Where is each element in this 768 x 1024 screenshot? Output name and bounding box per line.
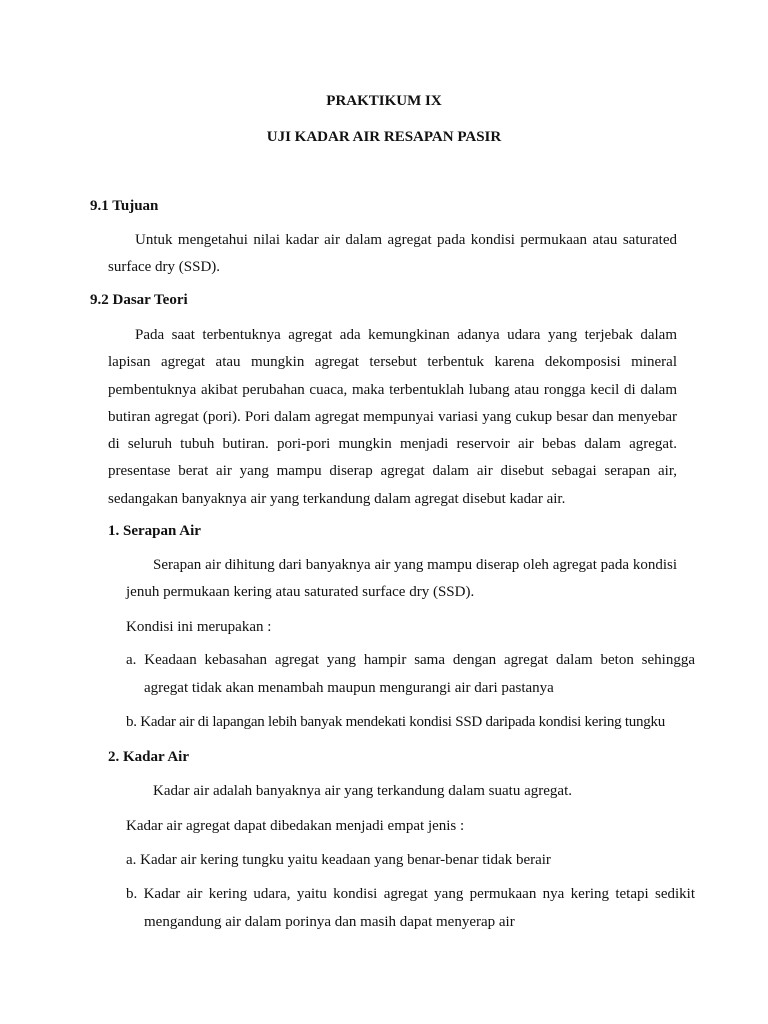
paragraph-dasar-teori: Pada saat terbentuknya agregat ada kemungkinan adanya udara yang terjebak dalam lapisan agregat atau mungkin agregat tersebut terbentuk karena dekomposisi mineral pembentuknya akibat perubahan cuaca, maka terbentuklah lubang atau rongga kecil di dalam butiran agregat (pori). Pori dalam agregat mempunyai variasi yang cukup besar dan menyebar di seluruh tubuh butiran. pori-pori mungkin menjadi reservoir air bebas dalam agregat. presentase berat air yang mampu diserap agregat dalam air disebut sebagai serapan air, sedangakan banyaknya air yang terkandung dalam agregat disebut kadar air.	[108, 327, 677, 507]
paragraph-tujuan: Untuk mengetahui nilai kadar air dalam agregat pada kondisi permukaan atau saturated surface dry (SSD).	[108, 232, 677, 276]
kadar-air-item-a: a. Kadar air kering tungku yaitu keadaan yang benar-benar tidak berair	[126, 852, 551, 868]
subheading-kadar-air: 2. Kadar Air	[108, 749, 189, 765]
document-subtitle: UJI KADAR AIR RESAPAN PASIR	[266, 129, 502, 145]
paragraph-kadar-air: Kadar air adalah banyaknya air yang terkandung dalam suatu agregat.	[153, 783, 572, 799]
section-heading-dasar-teori: 9.2 Dasar Teori	[90, 292, 188, 308]
serapan-air-item-b: b. Kadar air di lapangan lebih banyak mendekati kondisi SSD daripada kondisi kering tungku	[126, 714, 666, 730]
serapan-air-item-a: a. Keadaan kebasahan agregat yang hampir sama dengan agregat dalam beton sehingga agregat tidak akan menambah maupun mengurangi air dari pastanya	[126, 652, 695, 696]
document-title: PRAKTIKUM IX	[326, 93, 442, 109]
serapan-air-intro: Kondisi ini merupakan :	[126, 619, 272, 635]
kadar-air-item-b: b. Kadar air kering udara, yaitu kondisi agregat yang permukaan nya kering tetapi sedikit mengandung air dalam porinya dan masih dapat menyerap air	[126, 886, 695, 930]
section-heading-tujuan: 9.1 Tujuan	[90, 198, 159, 214]
kadar-air-intro: Kadar air agregat dapat dibedakan menjadi empat jenis :	[126, 818, 465, 834]
subheading-serapan-air: 1. Serapan Air	[108, 523, 201, 539]
paragraph-serapan-air: Serapan air dihitung dari banyaknya air yang mampu diserap oleh agregat pada kondisi jenuh permukaan kering atau saturated surface dry (SSD).	[126, 557, 677, 601]
